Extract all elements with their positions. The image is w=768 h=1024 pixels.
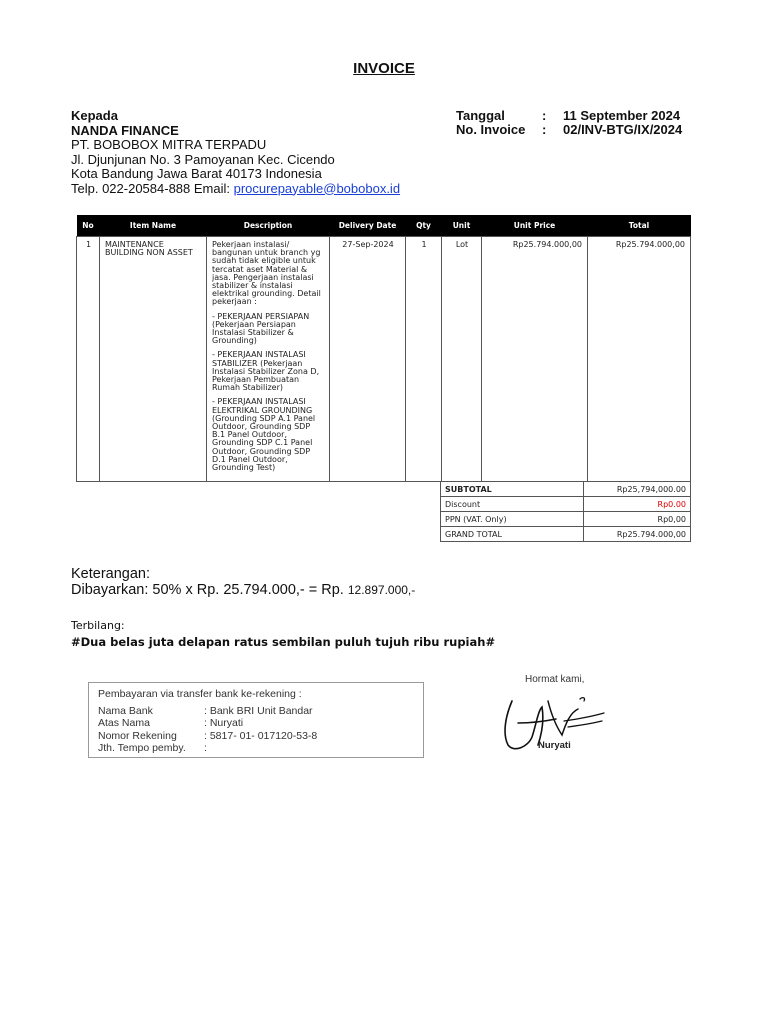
notes-main: Dibayarkan: 50% x Rp. 25.794.000,- = Rp.: [71, 582, 344, 598]
invoice-title: INVOICE: [353, 60, 415, 77]
closing-text: Hormat kami,: [525, 674, 585, 685]
invoice-number-colon: :: [542, 122, 547, 137]
signer-name: Nuryati: [538, 740, 571, 751]
subtotal-value: Rp25,794,000.00: [584, 482, 691, 497]
bank-row: [98, 742, 423, 755]
notes-amount: 12.897.000,-: [347, 583, 416, 597]
header-delivery-date: Delivery Date: [330, 215, 406, 237]
recipient-contact: [71, 182, 400, 197]
subtotal-label: SUBTOTAL: [441, 482, 584, 497]
items-header-row: [77, 215, 691, 237]
discount-label: Discount: [441, 497, 584, 512]
cell-description: [207, 237, 330, 482]
invoice-meta: [456, 109, 682, 137]
terbilang-text: #Dua belas juta delapan ratus sembilan puluh tujuh ribu rupiah#: [71, 635, 496, 649]
ppn-label: PPN (VAT. Only): [441, 512, 584, 527]
description-paragraph: - PEKERJAAN INSTALASI ELEKTRIKAL GROUNDING (Grounding SDP A.1 Panel Outdoor, Grounding SDP B.1 Panel Outdoor, Grounding SDP C.1 Panel Outdoor, Grounding SDP D.1 Panel Outdoor, Grounding Test): [212, 397, 316, 473]
header-unit-price: Unit Price: [482, 215, 588, 237]
description-paragraph: - PEKERJAAN INSTALASI STABILIZER (Pekerjaan Instalasi Stabilizer Zona D, Pekerjaan Pembuatan Rumah Stabilizer): [212, 350, 320, 393]
date-label: Tanggal: [456, 108, 505, 123]
table-row: [77, 237, 691, 482]
bank-row-value: :: [204, 742, 207, 754]
grand-total-label: GRAND TOTAL: [441, 527, 584, 542]
header-description: Description: [207, 215, 330, 237]
recipient-label: Kepada: [71, 108, 118, 123]
cell-delivery-date: 27-Sep-2024: [330, 237, 406, 482]
recipient-name: NANDA FINANCE: [71, 122, 179, 138]
cell-qty: 1: [406, 237, 442, 482]
bank-row: [98, 730, 423, 743]
cell-total: Rp25.794.000,00: [588, 237, 691, 482]
date-colon: :: [542, 108, 547, 123]
bank-row-value: : 5817- 01- 017120-53-8: [204, 729, 318, 742]
date-value: 11 September 2024: [563, 108, 681, 123]
notes-block: [71, 566, 415, 598]
recipient-company: PT. BOBOBOX MITRA TERPADU: [71, 137, 267, 152]
notes-label: Keterangan:: [71, 566, 151, 582]
recipient-block: [71, 109, 400, 196]
description-paragraph: Pekerjaan instalasi/ bangunan untuk branch yg sudah tidak eligible untuk tercatat aset Material & jasa. Pengerjaan instalasi stabilizer & instalasi elektrikal grounding. Detail pekerjaan :: [212, 240, 321, 307]
header-no: No: [77, 215, 100, 237]
totals-table: [440, 481, 691, 542]
bank-row-label: Nomor Rekening: [98, 729, 177, 742]
header-total: Total: [588, 215, 691, 237]
recipient-address-1: Jl. Djunjunan No. 3 Pamoyanan Kec. Cicendo: [71, 151, 335, 167]
discount-value: Rp0.00: [584, 497, 691, 512]
cell-unit: Lot: [442, 237, 482, 482]
ppn-value: Rp0,00: [584, 512, 691, 527]
discount-row: [441, 497, 691, 512]
bank-row-label: Nama Bank: [98, 704, 153, 717]
notes-line: [71, 582, 415, 598]
cell-no: 1: [77, 237, 100, 482]
bank-row: [98, 717, 423, 730]
items-table: [76, 215, 691, 482]
bank-row-value: : Nuryati: [204, 717, 244, 729]
header-unit: Unit: [442, 215, 482, 237]
recipient-address-2: Kota Bandung Jawa Barat 40173 Indonesia: [71, 166, 322, 181]
bank-row-label: Jth. Tempo pemby.: [98, 742, 186, 754]
bank-row-value: : Bank BRI Unit Bandar: [204, 704, 313, 717]
cell-unit-price: Rp25.794.000,00: [482, 237, 588, 482]
header-item-name: Item Name: [100, 215, 207, 237]
bank-transfer-box: [88, 682, 424, 758]
description-paragraph: - PEKERJAAN PERSIAPAN (Pekerjaan Persiapan Instalasi Stabilizer & Grounding): [212, 311, 310, 346]
bank-row-label: Atas Nama: [98, 717, 150, 729]
bank-row: [98, 705, 423, 718]
ppn-row: [441, 512, 691, 527]
recipient-email-link[interactable]: procurepayable@bobobox.id: [233, 180, 401, 196]
bank-heading: Pembayaran via transfer bank ke-rekening :: [98, 688, 302, 700]
recipient-phone: Telp. 022-20584-888 Email:: [71, 180, 230, 196]
grand-total-row: [441, 527, 691, 542]
subtotal-row: [441, 482, 691, 497]
terbilang-label: Terbilang:: [71, 619, 125, 632]
grand-total-value: Rp25.794.000,00: [584, 527, 691, 542]
cell-item-name: MAINTENANCE BUILDING NON ASSET: [100, 237, 207, 482]
invoice-number-value: 02/INV-BTG/IX/2024: [563, 122, 683, 137]
header-qty: Qty: [406, 215, 442, 237]
invoice-number-label: No. Invoice: [456, 122, 526, 137]
